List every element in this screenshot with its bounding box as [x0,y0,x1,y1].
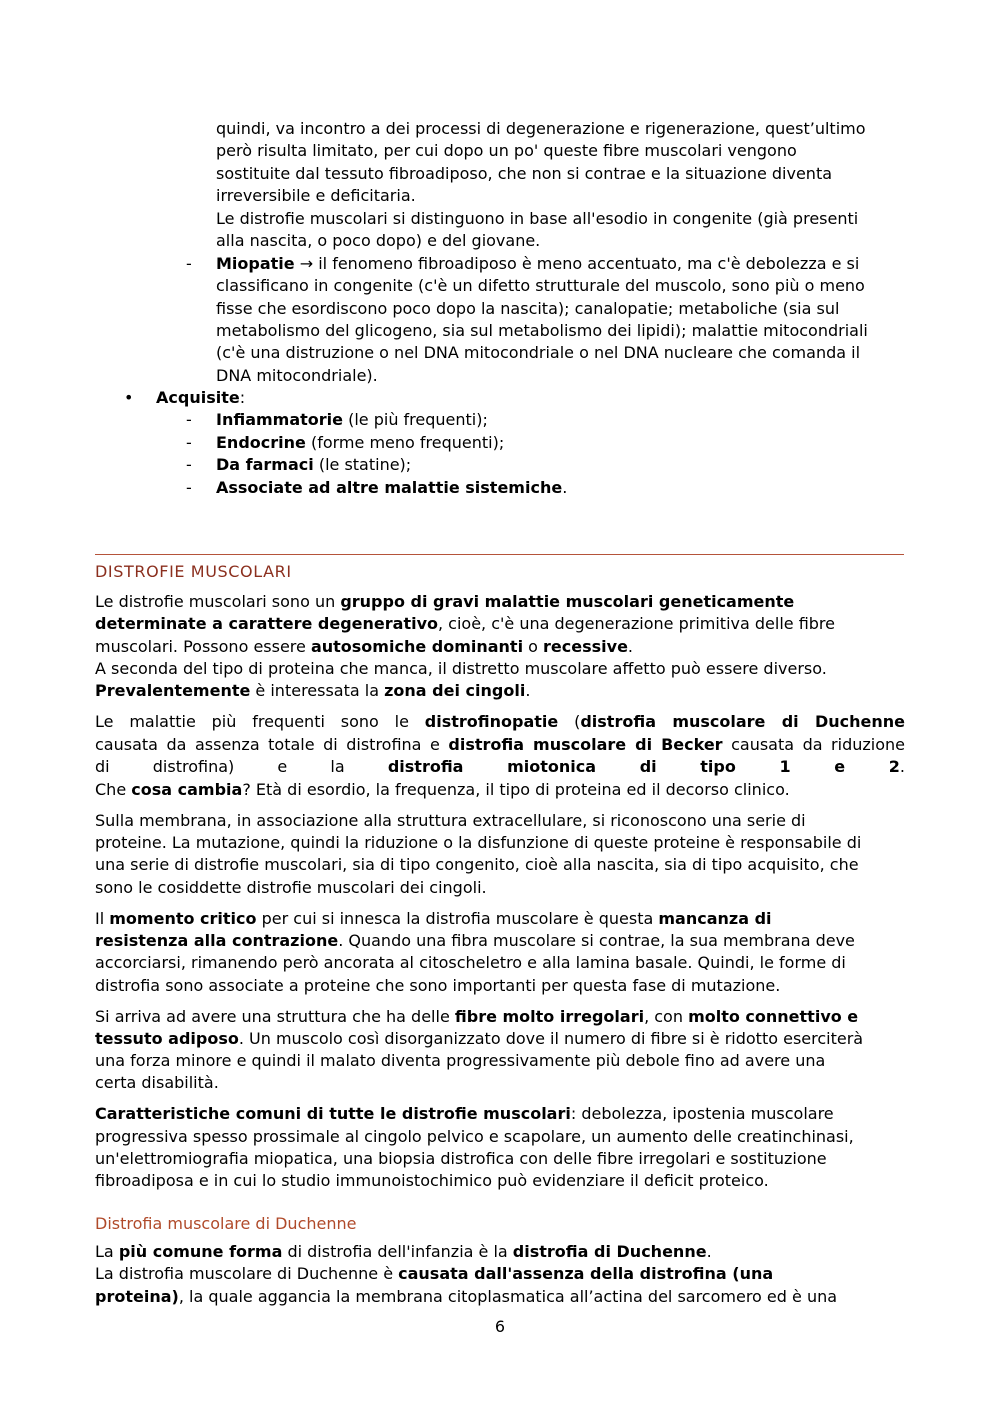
paragraph-line [95,1263,773,1285]
text: , con [644,1007,689,1026]
text: Il [95,909,110,928]
text: . Quando una fibra muscolare si contrae, la sua membrana deve [338,931,855,950]
paragraph-line: distrofia sono associate a proteine che sono importanti per questa fase di mutazione. [95,976,781,995]
text: La distrofia muscolare di Duchenne è [95,1264,399,1283]
list-item-term: Associate ad altre malattie sistemiche [216,478,563,497]
section-divider [95,554,904,555]
bold-text: causata dall'assenza della distrofina (una [398,1264,774,1283]
text: ( [558,712,581,731]
bold-text: tessuto adiposo [95,1029,239,1048]
dash-bullet: - [186,478,192,497]
text: muscolari. Possono essere [95,637,311,656]
bold-text: molto connettivo e [688,1007,859,1026]
list-item-text: . [562,478,568,497]
paragraph-line [95,1103,834,1125]
paragraph-line [95,1028,863,1050]
paragraph-line: una serie di distrofie muscolari, sia di tipo congenito, cioè alla nascita, sia di tipo acquisito, che [95,855,859,874]
text: di distrofina) e la [95,757,388,776]
paragraph-line [95,680,530,702]
paragraph-line: progressiva spesso prossimale al cingolo pelvico e scapolare, un aumento delle creatinchinasi, [95,1127,854,1146]
bold-text: distrofinopatie [424,712,559,731]
dash-bullet: - [186,254,192,273]
miopatie-line: DNA mitocondriale). [216,366,378,385]
text: . [627,637,634,656]
bold-text: proteina) [95,1287,179,1306]
bold-text: distrofia muscolare di Duchenne [580,712,906,731]
intro-line: Le distrofie muscolari si distinguono in base all'esodio in congenite (già presenti [216,209,859,228]
paragraph-line [95,1006,858,1028]
list-item-term: Da farmaci [216,455,314,474]
paragraph-line: accorciarsi, rimanendo però ancorata al citoscheletro e alla lamina basale. Quindi, le forme di [95,953,846,972]
paragraph-line: Sulla membrana, in associazione alla struttura extracellulare, si riconoscono una serie di [95,811,806,830]
text: : debolezza, ipostenia muscolare [570,1104,834,1123]
bold-text: più comune forma [118,1242,283,1261]
list-item [216,409,488,431]
text: . [899,757,906,776]
paragraph-line [95,711,905,733]
miopatie-term: Miopatie [216,254,295,273]
paragraph-line: A seconda del tipo di proteina che manca, il distretto muscolare affetto può essere diverso. [95,659,827,678]
text: di distrofia dell'infanzia è la [282,1242,513,1261]
miopatie-line: classificano in congenite (c'è un difetto strutturale del muscolo, sono più o meno [216,276,865,295]
dash-bullet: - [186,410,192,429]
paragraph-line [95,1241,712,1263]
bold-text: Prevalentemente [95,681,251,700]
dot-bullet: • [124,388,134,407]
text: , la quale aggancia la membrana citoplasmatica all’actina del sarcomero ed è una [178,1287,838,1306]
text: Che [95,780,132,799]
paragraph-line: una forza minore e quindi il malato diventa progressivamente più debole fino ad avere una [95,1051,826,1070]
acquisite-colon: : [239,388,246,407]
list-item [216,454,411,476]
list-item-text: (forme meno frequenti); [305,433,505,452]
subsection-title: Distrofia muscolare di Duchenne [95,1214,357,1233]
bold-text: cosa cambia [131,780,243,799]
dash-bullet: - [186,433,192,452]
acquisite-term: Acquisite [156,388,240,407]
bold-text: momento critico [109,909,257,928]
text: Le distrofie muscolari sono un [95,592,341,611]
paragraph-line [95,1286,837,1308]
paragraph-line [95,636,633,658]
bold-text: distrofia di Duchenne [512,1242,707,1261]
paragraph-line: certa disabilità. [95,1073,219,1092]
dash-bullet: - [186,455,192,474]
text: ? Età di esordio, la frequenza, il tipo di proteina ed il decorso clinico. [242,780,790,799]
bold-text: resistenza alla contrazione [95,931,339,950]
bold-text: distrofia miotonica di tipo 1 e 2 [387,757,900,776]
list-item-text: (le più frequenti); [343,410,488,429]
bold-text: recessive [543,637,628,656]
miopatie-line: fisse che esordiscono poco dopo la nascita); canalopatie; metaboliche (sia sul [216,299,840,318]
list-item-term: Infiammatorie [216,410,344,429]
miopatie-text: il fenomeno fibroadiposo è meno accentuato, ma c'è debolezza e si [313,254,860,273]
bold-text: zona dei cingoli [384,681,526,700]
intro-line: però risulta limitato, per cui dopo un po' queste fibre muscolari vengono [216,141,797,160]
text: causata da assenza totale di distrofina e [95,735,449,754]
intro-line: quindi, va incontro a dei processi di degenerazione e rigenerazione, quest’ultimo [216,119,866,138]
bold-text: determinate a carattere degenerativo [95,614,438,633]
miopatie-line: metabolismo del glicogeno, sia sul metabolismo dei lipidi); malattie mitocondriali [216,321,868,340]
text: , cioè, c'è una degenerazione primitiva delle fibre [438,614,835,633]
miopatie-line [216,253,859,275]
bold-text: fibre molto irregolari [454,1007,645,1026]
intro-line: alla nascita, o poco dopo) e del giovane. [216,231,541,250]
text: . Un muscolo così disorganizzato dove il numero di fibre si è ridotto eserciterà [238,1029,864,1048]
text: è interessata la [250,681,385,700]
bold-text: distrofia muscolare di Becker [448,735,723,754]
arrow-right-icon: → [299,254,314,273]
list-item-term: Endocrine [216,433,306,452]
text: Si arriva ad avere una struttura che ha delle [95,1007,455,1026]
paragraph-line: un'elettromiografia miopatica, una biopsia distrofica con delle fibre irregolari e sostituzione [95,1149,827,1168]
list-item [216,432,504,454]
bold-text: gruppo di gravi malattie muscolari geneticamente [340,592,795,611]
intro-line: irreversibile e deficitaria. [216,186,416,205]
text: causata da riduzione [722,735,905,754]
bold-text: mancanza di [658,909,772,928]
list-item [216,477,567,499]
text: . [706,1242,712,1261]
paragraph-line [95,779,790,801]
paragraph-line [95,591,794,613]
paragraph-line [95,734,905,756]
miopatie-line: (c'è una distruzione o nel DNA mitocondriale o nel DNA nucleare che comanda il [216,343,861,362]
section-title: DISTROFIE MUSCOLARI [95,562,292,581]
list-item-text: (le statine); [313,455,412,474]
bold-text: Caratteristiche comuni di tutte le distrofie muscolari [95,1104,571,1123]
paragraph-line: fibroadiposa e in cui lo studio immunoistochimico può evidenziare il deficit proteico. [95,1171,769,1190]
text: o [523,637,544,656]
paragraph-line: sono le cosiddette distrofie muscolari dei cingoli. [95,878,487,897]
intro-line: sostituite dal tessuto fibroadiposo, che non si contrae e la situazione diventa [216,164,833,183]
paragraph-line: proteine. La mutazione, quindi la riduzione o la disfunzione di queste proteine è responsabile di [95,833,862,852]
page-number: 6 [494,1317,506,1336]
bold-text: autosomiche dominanti [310,637,524,656]
text: Le malattie più frequenti sono le [95,712,425,731]
paragraph-line [95,908,772,930]
text: per cui si innesca la distrofia muscolare è questa [256,909,659,928]
paragraph-line [95,756,905,778]
paragraph-line [95,613,835,635]
text: La [95,1242,119,1261]
paragraph-line [95,930,855,952]
acquisite-line [156,387,245,409]
text: . [525,681,531,700]
